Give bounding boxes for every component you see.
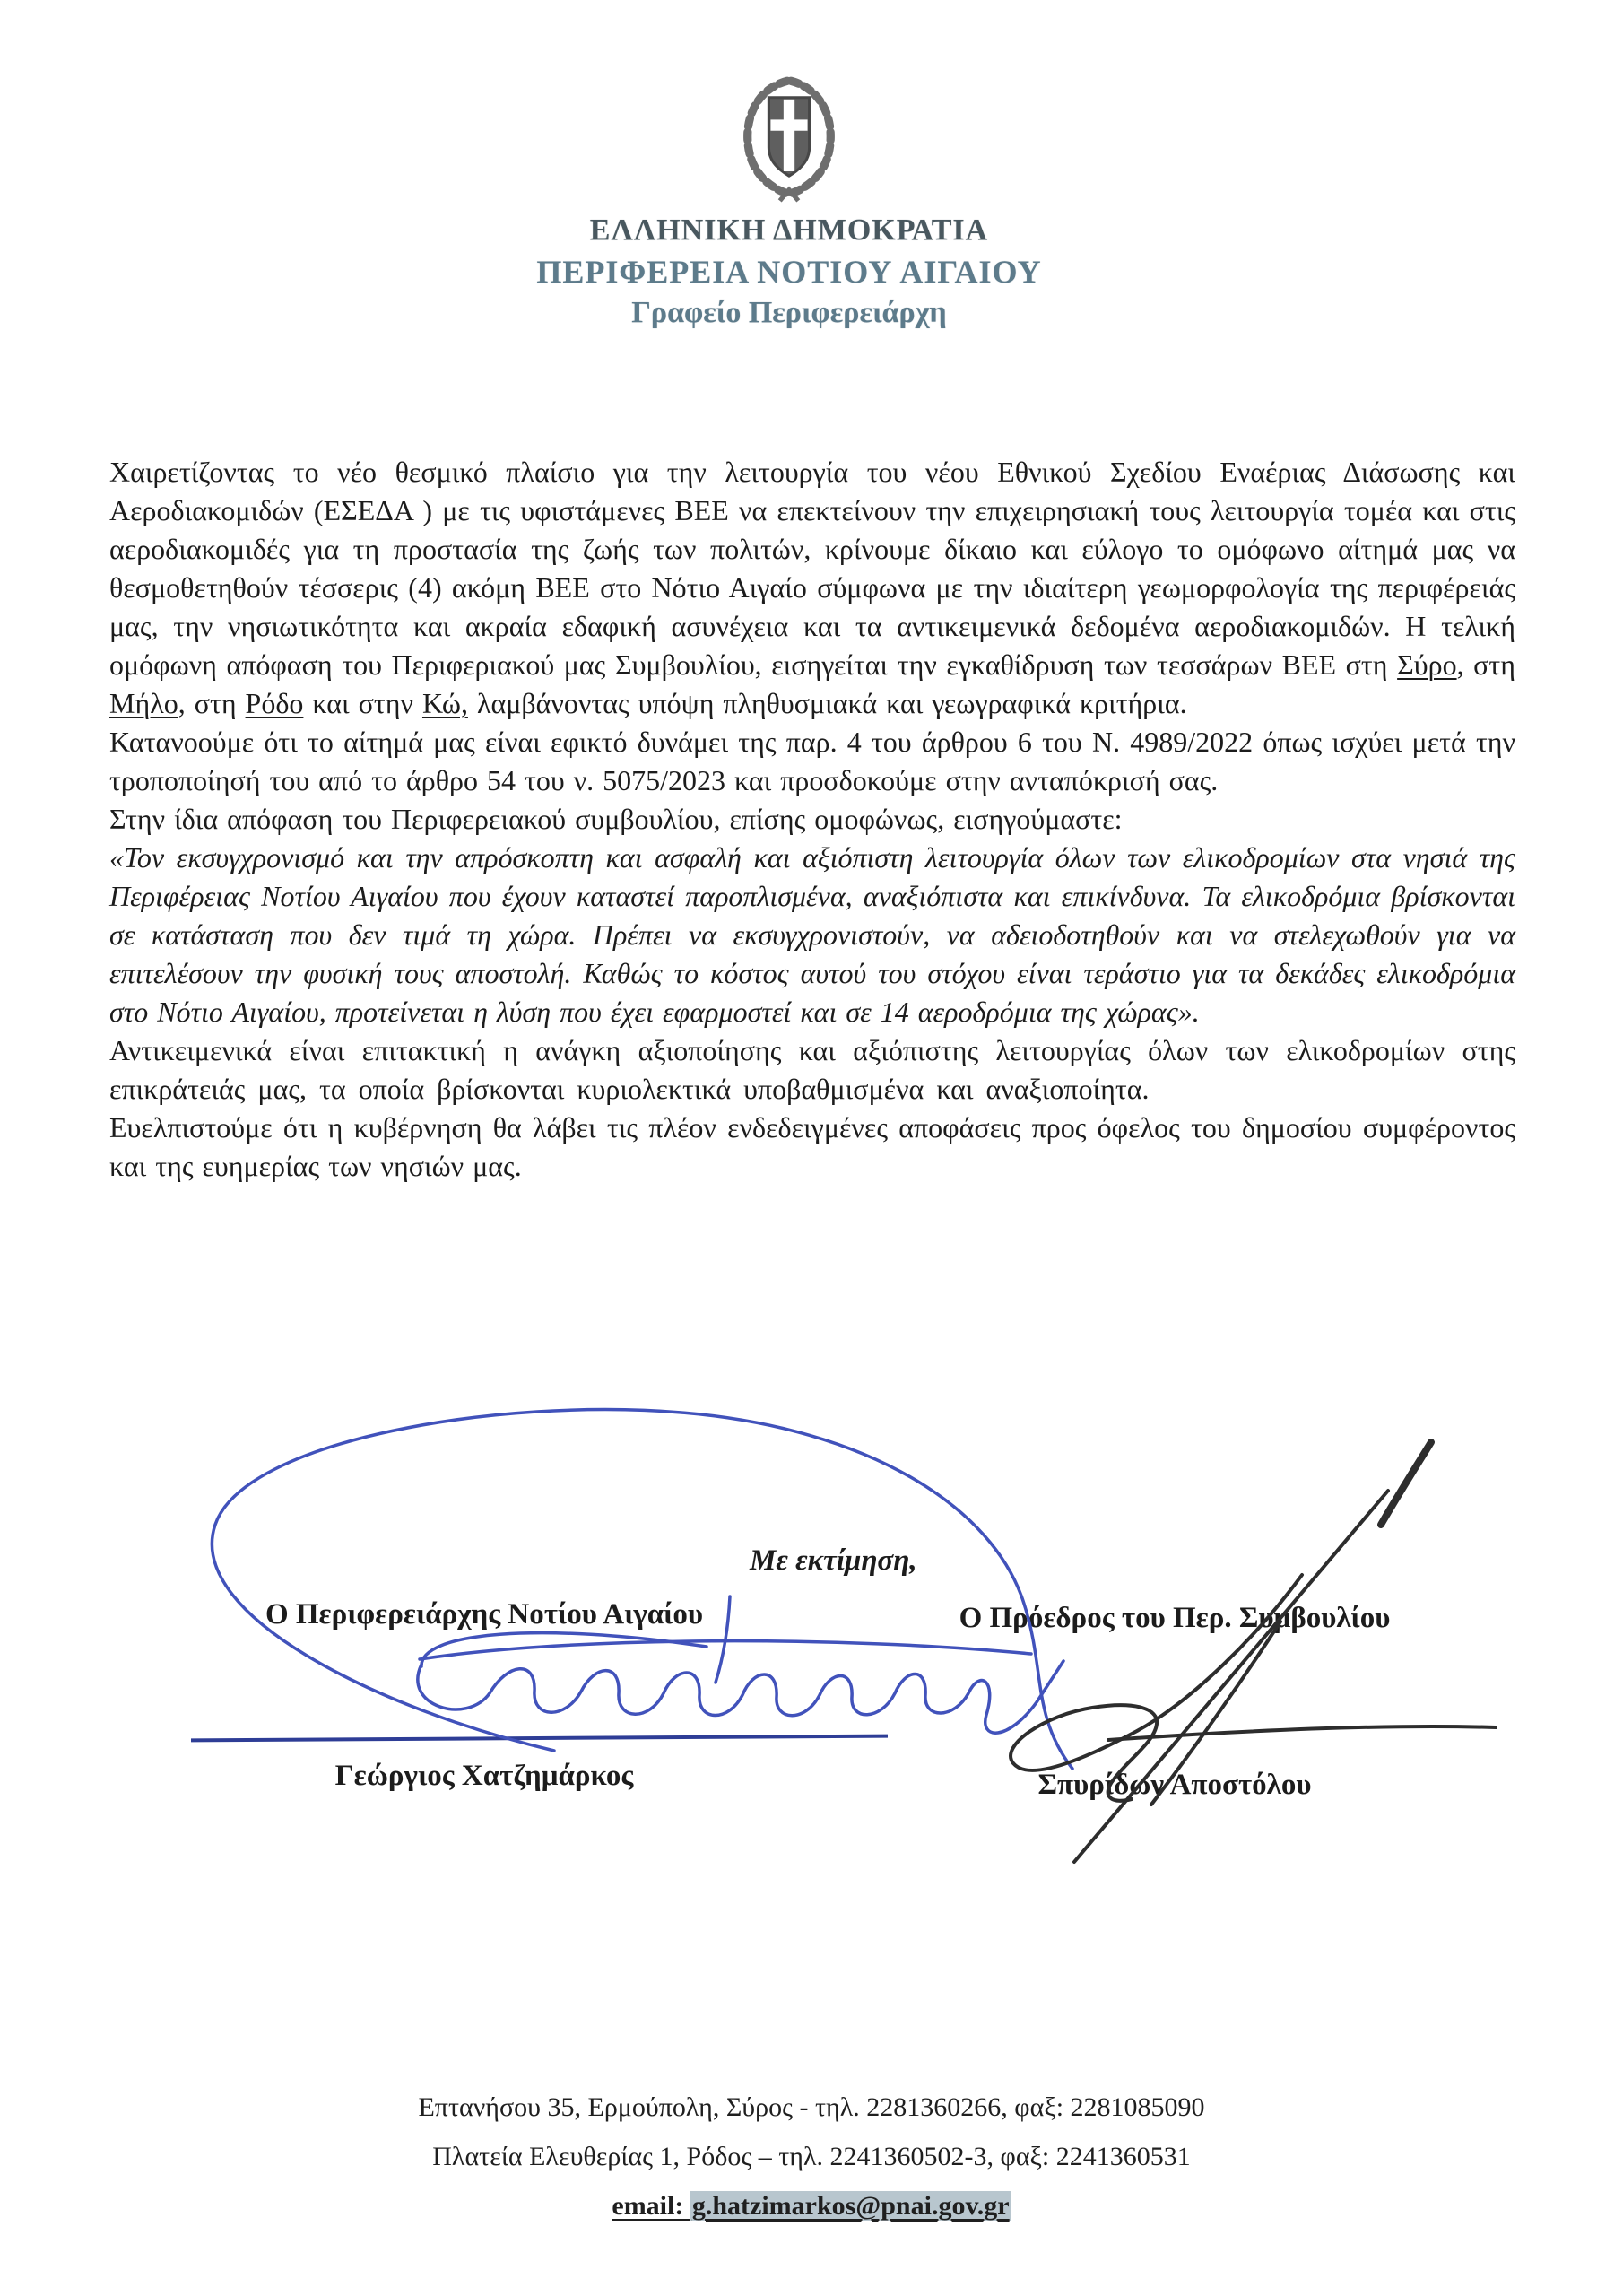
signature-name-president: Σπυρίδων Αποστόλου	[1037, 1769, 1312, 1801]
greek-coat-of-arms-icon	[741, 74, 838, 204]
closing-salutation: Με εκτίμηση,	[750, 1544, 917, 1577]
header-republic: ΕΛΛΗΝΙΚΗ ΔΗΜΟΚΡΑΤΙΑ	[589, 213, 989, 247]
underlined-island-name: Σύρο	[1397, 648, 1457, 681]
paragraph-legal-basis: Κατανοούμε ότι το αίτημά μας είναι εφικτό δυνάμει της παρ. 4 του άρθρου 6 του Ν. 4989/2022 όπως ισχύει μετά την τροποποίησή του από το άρθρο 54 του ν. 5075/2023 και προσδοκούμε στην ανταπόκρισή σας.	[109, 726, 1515, 796]
underlined-island-name: Μήλο	[109, 687, 178, 719]
signature-title-president: Ο Πρόεδρος του Περ. Συμβουλίου	[959, 1602, 1391, 1634]
header-region: ΠΕΡΙΦΕΡΕΙΑ ΝΟΤΙΟΥ ΑΙΓΑΙΟΥ	[536, 254, 1042, 290]
letter-body	[109, 453, 1515, 1186]
footer-email-line	[612, 2181, 1011, 2231]
paragraph-necessity: Αντικειμενικά είναι επιτακτική η ανάγκη αξιοποίησης και αξιόπιστης λειτουργίας όλων των ελικοδρομίων στης επικράτειάς μας, τα οποία βρίσκονται κυριολεκτικά υποβαθμισμένα και αναξιοποίητα.	[109, 1034, 1515, 1105]
paragraph-request: Χαιρετίζοντας το νέο θεσμικό πλαίσιο για την λειτουργία του νέου Εθνικού Σχεδίου Εναέριας Διάσωσης και Αεροδιακομιδών (ΕΣΕΔΑ ) με τις υφιστάμενες ΒΕΕ να επεκτείνουν την επιχειρησιακή τους λειτουργία τομέα και στις αεροδιακομιδές για τη προστασία της ζωής των πολιτών, κρίνουμε δίκαιο και εύλογο το ομόφωνο αίτημά μας να θεσμοθετηθούν τέσσερις (4) ακόμη ΒΕΕ στο Νότιο Αιγαίο σύμφωνα με την ιδιαίτερη γεωμορφολογία της περιφέρειάς μας, την νησιωτικότητα και ακραία εδαφική ασυνέχεια και τα αντικειμενικά δεδομένα αεροδιακομιδών. Η τελική ομόφωνη απόφαση του Περιφεριακού μας Συμβουλίου, εισηγείται την εγκαθίδρυση των τεσσάρων ΒΕΕ στη Σύρο, στη Μήλο, στη Ρόδο και στην Κώ, λαμβάνοντας υπόψη πληθυσμιακά και γεωγραφικά κριτήρια.	[109, 456, 1516, 719]
header-office: Γραφείο Περιφερειάρχη	[631, 296, 947, 329]
paragraph-hope: Ευελπιστούμε ότι η κυβέρνηση θα λάβει τις πλέον ενδεδειγμένες αποφάσεις προς όφελος του δημοσίου συμφέροντος και της ευημερίας των νησιών μας.	[109, 1111, 1515, 1182]
letterhead	[0, 74, 1578, 330]
letter-footer	[0, 2083, 1623, 2231]
footer-address-rhodes: Πλατεία Ελευθερίας 1, Ρόδος – τηλ. 2241360502-3, φαξ: 2241360531	[432, 2142, 1191, 2171]
email-link[interactable]: g.hatzimarkos@pnai.gov.gr	[691, 2191, 1010, 2221]
underlined-island-name: Ρόδο	[245, 687, 304, 719]
footer-address-syros: Επτανήσου 35, Ερμούπολη, Σύρος - τηλ. 2281360266, φαξ: 2281085090	[418, 2092, 1205, 2122]
underlined-island-name: Κώ,	[421, 687, 468, 719]
signature-ink-left	[212, 1410, 1072, 1769]
signature-line	[191, 1735, 888, 1743]
signature-title-governor: Ο Περιφερειάρχης Νοτίου Αιγαίου	[265, 1598, 704, 1631]
paragraph-intro-quote: Στην ίδια απόφαση του Περιφερειακού συμβουλίου, επίσης ομοφώνως, εισηγούμαστε:	[109, 803, 1123, 835]
signature-name-governor: Γεώργιος Χατζημάρκος	[334, 1760, 634, 1792]
paragraph-quoted-decision: «Τον εκσυγχρονισμό και την απρόσκοπτη και ασφαλή και αξιόπιστη λειτουργία όλων των ελικοδρομίων στα νησιά της Περιφέρειας Νοτίου Αιγαίου που έχουν καταστεί παροπλισμένα, αναξιόπιστα και επικίνδυνα. Τα ελικοδρόμια βρίσκονται σε κατάσταση που δεν τιμά τη χώρα. Πρέπει να εκσυγχρονιστούν, να αδειοδοτηθούν και να στελεχωθούν για να επιτελέσουν την φυσική τους αποστολή. Καθώς το κόστος αυτού του στόχου είναι τεράστιο για τα δεκάδες ελικοδρόμια στο Νότιο Αιγαίου, προτείνεται η λύση που έχει εφαρμοστεί και σε 14 αεροδρόμια της χώρας».	[109, 841, 1515, 1028]
email-label: email:	[612, 2191, 690, 2221]
